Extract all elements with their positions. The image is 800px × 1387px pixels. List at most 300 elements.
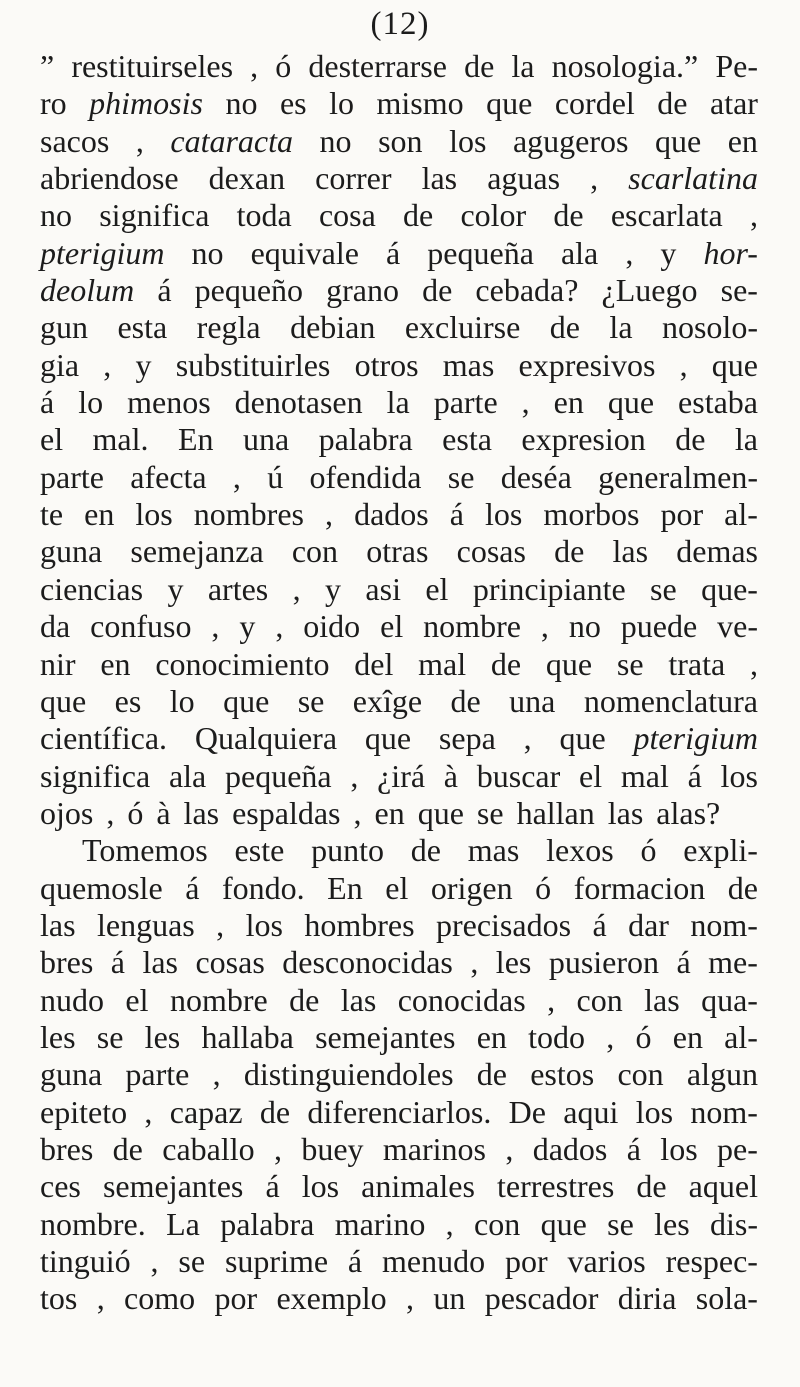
text-word: conocidas <box>397 981 526 1018</box>
text-word: mas <box>467 832 520 869</box>
text-word: capaz <box>169 1093 243 1130</box>
text-word: no <box>319 122 352 159</box>
text-word: los <box>485 496 523 533</box>
text-word: varios <box>567 1243 646 1279</box>
text-word: les <box>40 1018 76 1055</box>
text-word: aqui <box>563 1093 619 1130</box>
text-word: trata <box>668 645 726 682</box>
text-word: que <box>545 645 593 682</box>
text-word: abriendose <box>40 160 179 197</box>
text-word: substituirles <box>175 346 331 383</box>
text-word: precisados <box>435 906 572 943</box>
page-number: (12) <box>370 6 430 42</box>
text-word: principiante <box>472 570 626 607</box>
text-word: con <box>617 1056 664 1093</box>
text-word: nir <box>40 645 76 682</box>
text-word: cordel <box>554 85 635 122</box>
text-word: , <box>353 794 362 831</box>
text-word: se <box>476 794 504 831</box>
text-word: oido <box>303 608 361 645</box>
text-word: dados <box>354 496 429 533</box>
text-word: te <box>40 496 64 533</box>
text-word: una <box>242 421 290 458</box>
text-word: y <box>135 346 152 383</box>
text-word: de <box>675 421 706 458</box>
text-word: quemosle <box>40 869 163 906</box>
text-word: pusieron <box>548 944 660 981</box>
text-word: de <box>636 1168 667 1205</box>
text-word: nombre. <box>40 1205 146 1242</box>
text-word: agugeros <box>512 122 629 159</box>
text-word: dados <box>532 1130 608 1167</box>
text-word: toda <box>236 197 292 234</box>
text-word: gia <box>40 346 80 383</box>
text-line <box>40 683 758 720</box>
text-word: al- <box>724 1018 758 1055</box>
text-word: semejanza <box>130 533 264 570</box>
text-word: los <box>245 906 283 943</box>
text-word: ú <box>267 458 284 495</box>
text-word: , <box>325 496 334 533</box>
text-line <box>40 1168 758 1205</box>
text-line <box>40 85 758 122</box>
text-word: diferenciarlos. <box>307 1093 492 1130</box>
text-word: por <box>504 1243 548 1279</box>
text-word: scarlatina <box>628 160 758 197</box>
text-word: las <box>644 981 680 1018</box>
text-word: se <box>616 645 644 682</box>
text-word: de <box>464 48 495 84</box>
text-word: cataracta <box>170 122 294 159</box>
text-word: palabra <box>220 1205 315 1242</box>
text-word: exemplo <box>276 1280 387 1317</box>
text-word: nombre <box>423 608 521 645</box>
text-word: por <box>214 1280 258 1317</box>
text-word: en <box>476 1018 507 1055</box>
text-word: esta <box>442 421 492 458</box>
text-word: de <box>410 832 441 869</box>
text-word: , <box>406 1280 414 1317</box>
text-word: La <box>166 1205 200 1242</box>
text-word: ¿Luego <box>601 272 698 309</box>
text-word: , <box>590 160 599 197</box>
text-word: se <box>297 682 325 719</box>
text-word: se <box>96 1018 124 1055</box>
text-word: mal <box>620 757 669 794</box>
text-word: origen <box>430 869 513 906</box>
text-word: , <box>275 608 284 645</box>
text-word: como <box>124 1280 196 1317</box>
text-word: , <box>523 720 532 757</box>
text-word: ” <box>40 48 55 84</box>
text-word: ó <box>275 48 292 84</box>
body-text <box>40 48 758 1318</box>
text-word: En <box>327 869 363 906</box>
text-line <box>40 1280 758 1317</box>
text-word: en <box>84 496 115 533</box>
text-word: nombre <box>169 981 268 1018</box>
text-word: animales <box>361 1168 475 1205</box>
text-word: otras <box>366 533 429 570</box>
text-word: á <box>157 272 172 309</box>
text-word: pterigium <box>40 234 165 271</box>
text-word: qua- <box>701 981 758 1018</box>
text-line <box>40 309 758 346</box>
text-line <box>40 347 758 384</box>
text-line <box>40 646 758 683</box>
text-word: es <box>279 85 307 122</box>
text-word: cosas <box>195 944 265 981</box>
text-word: no <box>191 234 224 271</box>
text-word: semejantes <box>315 1018 456 1055</box>
text-word: ve- <box>717 608 758 645</box>
text-line <box>40 235 758 272</box>
text-word: que <box>711 346 758 383</box>
text-word: desterrarse <box>308 48 447 84</box>
text-word: que- <box>701 570 758 607</box>
text-word: bres <box>40 944 94 981</box>
text-word: y <box>239 608 256 645</box>
text-word: de <box>554 533 585 570</box>
text-word: hallan <box>516 794 595 831</box>
text-word: ciencias <box>40 570 144 607</box>
text-line <box>40 1243 758 1280</box>
text-word: á <box>592 906 607 943</box>
text-word: excluirse <box>404 309 521 346</box>
text-word: pequeña <box>224 757 332 794</box>
text-word: los <box>135 496 173 533</box>
text-word: debian <box>290 309 376 346</box>
text-word: deolum <box>40 272 135 309</box>
text-word: buscar <box>476 757 561 794</box>
text-word: dexan <box>208 160 286 197</box>
text-word: significa <box>99 197 210 234</box>
text-word: les <box>495 944 532 981</box>
text-word: respec- <box>665 1243 758 1279</box>
text-word: á <box>185 869 200 906</box>
text-word: los <box>301 1168 340 1205</box>
text-word: nombres <box>193 496 304 533</box>
text-word: conocimiento <box>155 645 330 682</box>
text-word: Tomemos <box>82 832 208 869</box>
text-word: semejantes <box>102 1168 244 1205</box>
text-word: la <box>386 384 410 421</box>
text-word: con <box>576 981 623 1018</box>
text-word: que <box>417 794 464 831</box>
text-word: nom- <box>690 906 758 943</box>
text-word: grano <box>326 272 399 309</box>
text-line <box>40 421 758 458</box>
text-word: denotasen <box>234 384 363 421</box>
text-word: desconocidas <box>282 944 453 981</box>
text-word: regla <box>196 309 261 346</box>
text-word: una <box>509 682 556 719</box>
text-line <box>40 571 758 608</box>
text-word: , <box>625 234 634 271</box>
text-word: hallaba <box>201 1018 294 1055</box>
text-word: gun <box>40 309 88 346</box>
text-word: el <box>425 570 449 607</box>
text-word: que <box>40 682 87 719</box>
text-word: nudo <box>40 981 104 1018</box>
text-word: de <box>549 309 580 346</box>
text-line <box>40 720 758 757</box>
text-word: ó <box>635 1018 652 1055</box>
text-word: en <box>100 645 131 682</box>
text-word: que <box>654 122 702 159</box>
text-word: suprime <box>224 1243 329 1279</box>
text-word: dis- <box>710 1205 758 1242</box>
text-word: á <box>386 234 401 271</box>
text-word: confuso <box>90 608 192 645</box>
text-word: buey <box>301 1130 364 1167</box>
text-word: ojos <box>40 794 94 831</box>
text-word: formacion <box>573 869 706 906</box>
text-word: afecta <box>130 458 207 495</box>
text-line <box>40 832 758 869</box>
text-word: ala <box>560 234 599 271</box>
text-word: , <box>211 608 220 645</box>
text-word: , <box>540 608 549 645</box>
text-word: sepa <box>438 720 496 757</box>
text-word: escarlata <box>610 197 723 234</box>
text-word: las <box>612 533 649 570</box>
text-word: científica. <box>40 720 168 757</box>
text-word: que <box>364 720 412 757</box>
text-word: de <box>289 981 320 1018</box>
text-word: asi <box>365 570 401 607</box>
text-word: equivale <box>250 234 359 271</box>
text-word: de <box>490 645 522 682</box>
text-word: parte <box>40 458 104 495</box>
text-word: les <box>654 1205 690 1242</box>
text-word: las <box>421 160 458 197</box>
text-word: á <box>626 1130 641 1167</box>
text-word: , <box>273 1130 282 1167</box>
text-word: de <box>450 682 481 719</box>
text-word: nomenclatura <box>583 682 758 719</box>
text-word: este <box>234 832 285 869</box>
text-word: y <box>660 234 677 271</box>
text-word: lo <box>78 384 104 421</box>
text-word: , <box>212 1056 221 1093</box>
text-word: les <box>144 1018 181 1055</box>
text-word: al- <box>724 496 758 533</box>
text-word: un <box>433 1280 466 1317</box>
text-word: con <box>291 533 339 570</box>
text-word: la <box>734 421 758 458</box>
text-word: , <box>106 794 115 831</box>
text-word: los <box>449 122 487 159</box>
text-line <box>40 758 758 795</box>
text-word: sacos <box>40 122 110 159</box>
text-word: deséa <box>500 458 572 495</box>
text-word: , <box>232 458 241 495</box>
text-line <box>40 384 758 421</box>
text-word: à <box>443 757 458 794</box>
text-word: aguas <box>487 160 561 197</box>
text-line <box>40 160 758 197</box>
text-word: , <box>521 384 530 421</box>
text-line <box>40 1131 758 1168</box>
text-word: nom- <box>690 1093 758 1130</box>
text-word: y <box>167 570 184 607</box>
text-word: los <box>660 1130 698 1167</box>
text-word: otros <box>354 346 419 383</box>
text-word: expresivos <box>518 346 656 383</box>
text-word: y <box>325 570 342 607</box>
text-line <box>40 1019 758 1056</box>
text-word: en <box>727 122 758 159</box>
text-word: de <box>553 197 584 234</box>
text-word: no <box>40 197 72 234</box>
text-word: las <box>340 981 377 1018</box>
text-word: se <box>607 1205 634 1242</box>
text-word: Pe- <box>715 48 758 84</box>
text-word: sola- <box>695 1280 758 1317</box>
text-word: , <box>350 757 359 794</box>
text-line <box>40 272 758 309</box>
text-word: , <box>679 346 688 383</box>
text-word: de <box>476 1056 507 1093</box>
text-line <box>40 496 758 533</box>
text-line <box>40 459 758 496</box>
text-word: cebada? <box>475 272 579 309</box>
text-word: , <box>250 48 259 84</box>
text-word: nosologia.” <box>551 48 699 84</box>
text-word: á <box>687 757 702 794</box>
text-word: el <box>125 981 149 1018</box>
text-word: tos <box>40 1280 78 1317</box>
text-word: no <box>225 85 258 122</box>
text-word: marino <box>334 1205 426 1242</box>
text-word: estaba <box>678 384 758 421</box>
text-word: artes <box>207 570 269 607</box>
text-word: , <box>216 906 225 943</box>
text-word: ó <box>535 869 552 906</box>
text-word: las <box>183 794 220 831</box>
text-word: ¿irá <box>377 757 426 794</box>
text-word: pequeña <box>427 234 534 271</box>
text-word: De <box>508 1093 546 1130</box>
text-word: diria <box>617 1280 677 1317</box>
text-word: menos <box>127 384 211 421</box>
text-word: palabra <box>318 421 413 458</box>
text-word: lo <box>329 85 354 122</box>
text-word: , <box>749 645 758 682</box>
text-word: pe- <box>717 1130 758 1167</box>
text-word: , <box>547 981 556 1018</box>
text-word: á <box>40 384 55 421</box>
text-word: bres <box>40 1130 94 1167</box>
text-word: los <box>720 757 758 794</box>
text-word: esta <box>117 309 168 346</box>
text-word: , <box>606 1018 615 1055</box>
text-line <box>40 982 758 1019</box>
text-word: mal <box>418 645 467 682</box>
text-word: se <box>447 458 475 495</box>
text-word: generalmen- <box>598 458 758 495</box>
text-word: se- <box>720 272 758 309</box>
text-line <box>40 1206 758 1243</box>
text-word: ro <box>40 85 67 122</box>
text-word: pequeño <box>194 272 304 309</box>
text-word: de <box>403 197 434 234</box>
text-word: dar <box>628 906 669 943</box>
text-word: color <box>460 197 527 234</box>
text-line <box>40 123 758 160</box>
text-word: guna <box>40 1056 103 1093</box>
text-word: , <box>135 122 144 159</box>
text-word: correr <box>315 160 392 197</box>
text-word: , <box>505 1130 514 1167</box>
text-line <box>40 1094 758 1131</box>
text-word: , <box>103 346 112 383</box>
text-word: las <box>607 794 644 831</box>
text-word: , <box>96 1280 105 1317</box>
text-word: de <box>657 85 688 122</box>
text-word: , <box>144 1093 153 1130</box>
text-word: de <box>727 869 758 906</box>
text-word: el <box>40 421 64 458</box>
text-word: estos <box>530 1056 595 1093</box>
text-word: ala <box>168 757 207 794</box>
text-word: no <box>568 608 601 645</box>
text-word: los <box>635 1093 674 1130</box>
text-line <box>40 197 758 234</box>
text-word: puede <box>620 608 698 645</box>
text-line <box>40 608 758 645</box>
text-word: mal. <box>92 421 149 458</box>
text-word: lexos <box>546 832 614 869</box>
text-word: todo <box>528 1018 586 1055</box>
text-word: aquel <box>688 1168 758 1205</box>
text-word: mismo <box>376 85 464 122</box>
text-word: restituirseles <box>71 48 234 84</box>
text-word: á <box>265 1168 280 1205</box>
text-word: son <box>378 122 423 159</box>
text-word: caballo <box>162 1130 255 1167</box>
text-word: á <box>110 944 125 981</box>
text-line <box>40 48 758 85</box>
text-word: distinguiendoles <box>243 1056 454 1093</box>
text-word: que <box>223 682 270 719</box>
text-word: pescador <box>484 1280 599 1317</box>
text-word: ofendida <box>309 458 422 495</box>
text-word: significa <box>40 757 151 794</box>
text-line <box>40 870 758 907</box>
text-word: se <box>650 570 677 607</box>
text-word: de <box>259 1093 291 1130</box>
text-word: ó <box>127 794 144 831</box>
text-word: la <box>511 48 535 84</box>
text-word: expresion <box>521 421 646 458</box>
text-word: la <box>609 309 633 346</box>
text-word: cosas <box>456 533 526 570</box>
text-word: , <box>749 197 758 234</box>
text-word: que <box>559 720 606 757</box>
text-line <box>40 907 758 944</box>
text-word: es <box>114 682 142 719</box>
text-word: del <box>354 645 394 682</box>
text-word: En <box>177 421 214 458</box>
text-word: da <box>40 608 71 645</box>
text-line <box>40 795 758 832</box>
text-word: hor- <box>703 234 758 271</box>
text-word: parte <box>433 384 498 421</box>
text-word: en <box>553 384 584 421</box>
text-word: espaldas <box>232 794 341 831</box>
